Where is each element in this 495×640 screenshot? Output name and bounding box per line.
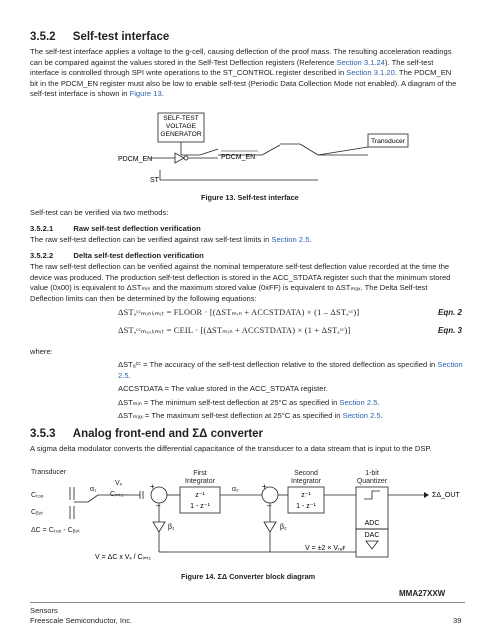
text-line: Deflection limits can then be determined by the following equations:	[30, 293, 257, 303]
text-line	[30, 68, 470, 79]
transducer-label: Transducer	[31, 469, 67, 476]
vref-label: V = ±2 × Vᵣₑꜰ	[305, 545, 346, 552]
generator-label-2: VOLTAGE	[165, 123, 197, 130]
section-heading-3-5-2	[30, 31, 169, 43]
sigma-delta-text: A sigma delta modulator converts the differential capacitance of the transducer to a data stream that is input to the DSP.	[30, 444, 432, 453]
delta-c-label: ΔC = Cₜₒₚ - Cᵦₒₜ	[31, 527, 81, 534]
section-title: Analog front-end and ΣΔ converter	[72, 428, 264, 440]
text-run: .	[161, 89, 164, 99]
equation-3-label: Eqn. 3	[438, 326, 463, 335]
quantizer-label-1: 1-bit	[365, 470, 379, 477]
where-label: where:	[30, 347, 53, 356]
heading-3-5-2-1	[30, 224, 201, 233]
alpha2-label: α₂	[232, 486, 239, 493]
text-line	[30, 89, 470, 100]
text-run: .	[380, 411, 383, 421]
footer-sensors: Sensors	[30, 606, 58, 615]
pdcm-en-label: PDCM_EN	[118, 156, 153, 163]
beta1-label: β₁	[168, 524, 175, 531]
st-label: ST	[150, 177, 159, 184]
cint1-label: Cᵢₙₜ₁	[110, 491, 124, 498]
text-run: ΔSTₘᵢₙ = The minimum self-test deflection at 25°C as specified in	[118, 397, 340, 407]
generator-label-3: GENERATOR	[160, 131, 202, 138]
equation-2: ΔSTₐᶜᶜₘᵢₙₗᵢₘᵢₜ = FLOOR · [(ΔSTₘᵢₙ + ACCSTDATA) × (1 – ΔSTₐᶜᶜ)]	[118, 308, 360, 317]
plus-sign: +	[262, 482, 267, 491]
definition-delta-st-max	[118, 411, 473, 422]
second-denominator: 1 - z⁻¹	[296, 503, 316, 510]
text-run: ). The self-test	[385, 57, 434, 67]
text-line: bit in the PDCM_EN register must also be low to enable self-test (Periodic Data Collection Mode not enabled). A diagram of the	[30, 78, 457, 88]
verify-intro: Self-test can be verified via two methods:	[30, 208, 169, 217]
switch-1	[200, 149, 218, 155]
heading-3-5-2-2	[30, 251, 204, 260]
figure-14-sigma-delta-diagram	[0, 455, 495, 567]
text-run: . The PDCM_EN	[394, 68, 452, 78]
footer-divider	[30, 602, 465, 603]
input-switch	[88, 495, 102, 502]
link-section-3-1-20[interactable]: Section 3.1.20	[346, 68, 395, 78]
heading-number: 3.5.2.2	[30, 251, 54, 260]
text-run: .	[377, 397, 380, 407]
definition-delta-st-acc	[118, 360, 473, 381]
footer-company: Freescale Semiconductor, Inc.	[30, 616, 133, 625]
switch-2	[262, 145, 280, 155]
link-section-2-5[interactable]: Section 2.5	[118, 360, 463, 380]
quantizer-label-2: Quantizer	[356, 478, 388, 485]
figure-13-self-test-diagram	[0, 108, 495, 188]
second-integrator-label-1: Second	[294, 470, 318, 477]
switch-3	[300, 144, 318, 155]
page-number: 39	[453, 616, 462, 625]
minus-sign: –	[267, 501, 272, 510]
beta2-label: β₂	[280, 524, 287, 531]
text-run: self-test interface is shown in	[30, 89, 130, 99]
dac-label: DAC	[364, 532, 380, 539]
pdcm-en-bar-label: PDCM_EN	[221, 154, 256, 161]
definition-accstdata: ACCSTDATA = The value stored in the ACC_STDATA register.	[118, 384, 328, 394]
text-line: device was produced. The production self-test deflection is stored in the ACC_STDATA register such that the minimum stored	[30, 272, 451, 282]
link-section-2-5[interactable]: Section 2.5	[339, 397, 378, 407]
text-run: can be compared against the values stored in the Self-Test Deflection registers (Reference	[30, 57, 337, 67]
inverter-icon	[175, 153, 184, 163]
self-test-paragraph	[30, 47, 470, 100]
link-section-2-5[interactable]: Section 2.5	[271, 235, 310, 244]
where-definitions	[118, 360, 473, 422]
link-figure-13[interactable]: Figure 13	[129, 89, 162, 99]
first-integrator-label-2: Integrator	[185, 478, 215, 485]
section-number: 3.5.2	[30, 31, 56, 43]
text-run: interface is controlled through SPI write operations to the ST_CONTROL register described in	[30, 68, 347, 78]
text-line	[30, 58, 470, 69]
equation-3: ΔSTₐᶜᶜₘₐₓₗᵢₘᵢₜ = CEIL · [(ΔSTₘᵢₙ + ACCSTDATA) × (1 + ΔSTₐᶜᶜ)]	[118, 326, 351, 335]
heading-title: Raw self-test deflection verification	[73, 224, 201, 233]
figure-14-caption: Figure 14. ΣΔ Converter block diagram	[181, 572, 316, 581]
text-run: .	[128, 370, 131, 380]
text-run: .	[309, 235, 312, 244]
link-section-3-1-24[interactable]: Section 3.1.24	[336, 57, 386, 67]
dac-triangle-icon	[366, 541, 378, 549]
equation-2-label: Eqn. 2	[438, 308, 463, 317]
sigma-delta-out-label: ΣΔ_OUT	[432, 492, 460, 499]
text-line: The self-test interface applies a voltage to the g-cell, causing deflection of the proof mass. The resulting acceleration readings	[30, 47, 452, 56]
cbot-label: Cᵦₒₜ	[31, 509, 44, 516]
section-number: 3.5.3	[30, 428, 56, 440]
beta1-gain-icon	[153, 522, 165, 532]
first-z-inverse: z⁻¹	[195, 492, 205, 499]
heading-title: Delta self-test deflection verification	[73, 251, 204, 260]
ctop-label: Cₜₒₚ	[31, 492, 44, 499]
transducer-label: Transducer	[370, 138, 406, 145]
text-line: value (0x00) is equivalent to ΔSTₘᵢₙ and the maximum stored value (0xFF) is equivalent to ΔSTₘₐₓ. The Delta Self-test	[30, 283, 428, 293]
second-integrator-label-2: Integrator	[291, 478, 321, 485]
alpha1-label: α₁	[90, 486, 97, 493]
heading-number: 3.5.2.1	[30, 224, 54, 233]
v-equation-label: V = ΔC x Vₓ / Cᵢₙₜ₁	[95, 554, 151, 561]
text-run: The raw self-test deflection can be verified against raw self-test limits in	[30, 235, 272, 244]
text-run: ΔSTₐᶜᶜ = The accuracy of the self-test deflection relative to the stored deflection as specified in	[118, 360, 438, 369]
plus-sign: +	[150, 482, 155, 491]
minus-sign: –	[156, 501, 161, 510]
delta-verification-paragraph	[30, 262, 470, 304]
definition-delta-st-min	[118, 398, 473, 409]
second-z-inverse: z⁻¹	[301, 492, 311, 499]
vx-label: Vₓ	[115, 480, 122, 487]
section-heading-3-5-3	[30, 428, 263, 440]
text-line: The raw self-test deflection can be verified against the nominal temperature self-test deflection value recorded at the time the	[30, 262, 450, 271]
text-run: ΔSTₘₐₓ = The maximum self-test deflection at 25°C as specified in	[118, 411, 343, 421]
first-denominator: 1 - z⁻¹	[190, 503, 210, 510]
beta2-gain-icon	[264, 522, 276, 532]
raw-verification-text	[30, 235, 312, 246]
generator-label-1: SELF-TEST	[163, 115, 199, 122]
first-integrator-label-1: First	[193, 470, 207, 477]
figure-13-caption: Figure 13. Self-test interface	[201, 193, 299, 202]
link-section-2-5[interactable]: Section 2.5	[342, 411, 381, 421]
section-title: Self-test interface	[72, 31, 170, 43]
quantizer-step-icon	[364, 491, 380, 499]
part-number: MMA27XXW	[399, 589, 446, 598]
adc-label: ADC	[364, 520, 380, 527]
